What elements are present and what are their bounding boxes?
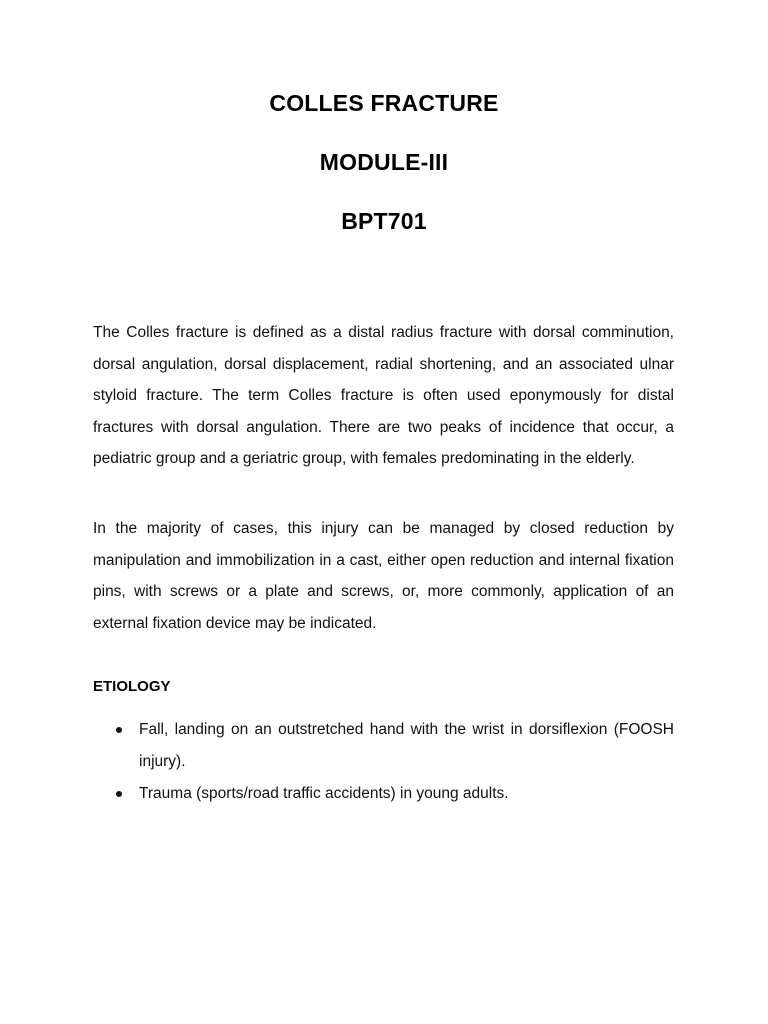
document-title: COLLES FRACTURE (269, 90, 499, 116)
bullet-icon (116, 727, 122, 733)
list-item (93, 778, 674, 810)
management-paragraph: In the majority of cases, this injury can be managed by closed reduction by manipulation and immobilization in a cast, either open reduction and internal fixation pins, with screws or a plate and screws, or, more commonly, application of an external fixation device may be indicated. (93, 520, 674, 632)
definition-paragraph: The Colles fracture is defined as a distal radius fracture with dorsal comminution, dorsal angulation, dorsal displacement, radial shortening, and an associated ulnar styloid fracture. The term Colles fracture is often used eponymously for distal fractures with dorsal angulation. There are two peaks of incidence that occur, a pediatric group and a geriatric group, with females predominating in the elderly. (93, 324, 674, 467)
course-code: BPT701 (341, 208, 427, 234)
list-item-text: Fall, landing on an outstretched hand with the wrist in dorsiflexion (FOOSH injury). (139, 721, 674, 770)
module-label: MODULE-III (319, 149, 449, 175)
etiology-list (93, 714, 674, 811)
list-item (93, 714, 674, 777)
etiology-heading: ETIOLOGY (93, 678, 171, 695)
bullet-icon (116, 791, 122, 797)
list-item-text: Trauma (sports/road traffic accidents) in young adults. (139, 785, 509, 802)
